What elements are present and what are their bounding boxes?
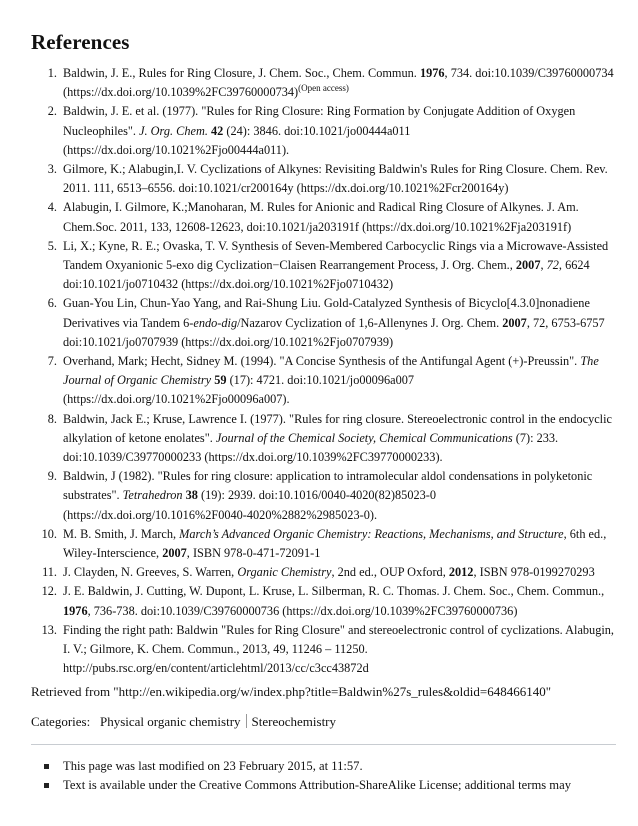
ref-text: I. V.; Gilmore, K. Chem. Commun., 2013, 49, 11246 – 11250. — [63, 642, 368, 657]
bullet-icon — [44, 783, 49, 788]
list-item — [47, 64, 638, 102]
footer-list — [31, 757, 638, 795]
footer-item-license — [63, 776, 638, 795]
ref-journal: Tetrahedron — [122, 488, 183, 503]
list-item — [47, 294, 638, 352]
ref-text: Wiley-Interscience, — [63, 546, 163, 561]
list-item-number: 6. — [47, 296, 57, 311]
ref-text: alkylation of ketone enolates". — [63, 430, 216, 445]
ref-text: Nucleophiles". — [63, 123, 140, 138]
list-item — [47, 237, 638, 295]
list-item-number: 13. — [41, 622, 57, 637]
ref-sep: , — [540, 258, 547, 273]
ref-year: 2012 — [448, 565, 474, 580]
list-item-number: 3. — [47, 162, 57, 177]
category-link-physical-organic-chemistry[interactable]: Physical organic chemistry — [99, 714, 241, 729]
ref-isbn-link[interactable]: , ISBN 978-0199270293 — [473, 565, 595, 580]
ref-volume: 38 — [185, 488, 198, 503]
ref-volume: 42 — [211, 123, 224, 138]
category-link-stereochemistry[interactable]: Stereochemistry — [251, 714, 337, 729]
references-list — [31, 64, 638, 679]
ref-doi-link[interactable]: (19): 2939. doi:10.1016/0040-4020(82)85023-0 — [197, 488, 437, 503]
open-access-note: (Open access) — [298, 83, 349, 94]
ref-url-link[interactable]: (https://dx.doi.org/10.1016%2F0040-4020%2882%2985023-0). — [63, 507, 378, 522]
ref-pages: , 6624 — [558, 258, 590, 273]
ref-isbn-link[interactable]: , ISBN 978-0-471-72091-1 — [186, 546, 321, 561]
list-item-number: 2. — [47, 104, 57, 119]
footer-item-last-modified — [63, 757, 638, 776]
ref-journal: The — [580, 354, 599, 369]
list-item — [41, 621, 638, 679]
ref-italic-term: endo-dig — [193, 315, 238, 330]
ref-text: Li, X.; Kyne, R. E.; Ovaska, T. V. Synthesis of Seven-Membered Carbocyclic Rings via a Microwave-Assisted — [63, 238, 609, 253]
categories-label: Categories: — [31, 714, 91, 729]
ref-doi-link[interactable]: 2011. 111, 6513–6556. doi:10.1021/cr200164y (https://dx.doi.org/10.1021%2Fcr200164y) — [63, 181, 509, 196]
ref-doi-link[interactable]: (24): 3846. doi:10.1021/jo00444a011 — [223, 123, 411, 138]
ref-year: 1976 — [419, 66, 445, 80]
ref-pages: , 72, 6753-6757 — [526, 315, 605, 330]
ref-url-link[interactable]: (https://dx.doi.org/10.1039%2FC39760000734) — [63, 85, 299, 100]
list-item — [47, 160, 638, 198]
list-item-number: 9. — [47, 469, 57, 484]
ref-text: , 6th ed., — [563, 526, 607, 541]
ref-text: J. E. Baldwin, J. Cutting, W. Dupont, L. Kruse, L. Silberman, R. C. Thomas. J. Chem. Soc., Chem. Commun., — [63, 584, 605, 599]
ref-pages: (7): 233. — [512, 430, 559, 445]
ref-doi-link[interactable]: doi:10.1039/C39770000233 (https://dx.doi.org/10.1039%2FC39770000233). — [63, 450, 443, 465]
footer-text: This page was last modified on 23 February 2015, at 11:57. — [63, 759, 363, 773]
ref-doi-link[interactable]: Chem.Soc. 2011, 133, 12608-12623, doi:10.1021/ja203191f (https://dx.doi.org/10.1021%2Fja203191f) — [63, 219, 572, 234]
ref-text: /Nazarov Cyclization of 1,6-Allenynes J. Org. Chem. — [237, 315, 503, 330]
ref-url-link[interactable]: (https://dx.doi.org/10.1021%2Fjo00096a007). — [63, 392, 290, 407]
ref-year: 2007 — [162, 546, 187, 561]
ref-journal: J. Org. Chem. — [139, 123, 208, 138]
ref-text: Derivatives via Tandem 6- — [63, 315, 194, 330]
ref-url-link[interactable]: http://pubs.rsc.org/en/content/articlehtml/2013/cc/c3cc43872d — [63, 661, 369, 676]
ref-text: Guan-You Lin, Chun-Yao Yang, and Rai-Shung Liu. Gold-Catalyzed Synthesis of Bicyclo[4.3.0]nonadiene — [63, 296, 590, 311]
footer-divider — [31, 744, 616, 745]
ref-book-title: Organic Chemistry — [237, 565, 332, 580]
ref-text: Baldwin, J. E., Rules for Ring Closure, J. Chem. Soc., Chem. Commun. — [63, 66, 420, 80]
ref-year: 2007 — [515, 258, 541, 273]
ref-journal: Journal of the Chemical Society, Chemical Communications — [215, 430, 513, 445]
ref-text: Overhand, Mark; Hecht, Sidney M. (1994). "A Concise Synthesis of the Antifungal Agent (+)-Preussin". — [63, 354, 581, 369]
ref-year: 2007 — [502, 315, 527, 330]
bullet-icon — [44, 764, 49, 769]
ref-text: Baldwin, J. E. et al. (1977). "Rules for Ring Closure: Ring Formation by Conjugate Addition of Oxygen — [63, 104, 576, 119]
list-item-number: 4. — [47, 200, 57, 215]
list-item — [41, 525, 638, 563]
ref-text: Finding the right path: Baldwin "Rules for Ring Closure" and stereoelectronic control of cyclizations. Alabugin, — [63, 622, 614, 637]
retrieved-from-text[interactable]: Retrieved from "http://en.wikipedia.org/w/index.php?title=Baldwin%27s_rules&oldid=648466140" — [31, 684, 552, 699]
ref-year: 1976 — [63, 603, 88, 618]
list-item-number: 5. — [47, 238, 57, 253]
references-heading: References — [31, 30, 130, 54]
ref-doi-link[interactable]: (17): 4721. doi:10.1021/jo00096a007 — [226, 373, 415, 388]
list-item-number: 7. — [47, 354, 57, 369]
ref-doi-link[interactable]: , 736-738. doi:10.1039/C39760000736 (https://dx.doi.org/10.1039%2FC39760000736) — [87, 603, 518, 618]
ref-text: Alabugin, I. Gilmore, K.;Manoharan, M. Rules for Anionic and Radical Ring Closure of Alkynes. J. Am. — [63, 200, 579, 215]
list-item — [41, 582, 638, 620]
ref-text: M. B. Smith, J. March, — [63, 526, 180, 541]
list-item — [42, 563, 638, 582]
list-item-number: 1. — [47, 66, 57, 80]
list-item-number: 10. — [41, 526, 57, 541]
list-item-number: 11. — [42, 565, 57, 580]
footer-text[interactable]: Text is available under the Creative Commons Attribution-ShareAlike License; additional terms may — [63, 778, 571, 792]
ref-volume: 59 — [214, 373, 227, 388]
ref-volume: 72 — [546, 258, 559, 273]
list-item — [47, 467, 638, 525]
ref-doi-link[interactable]: doi:10.1021/jo0710432 (https://dx.doi.org/10.1021%2Fjo0710432) — [63, 277, 394, 292]
ref-doi-link[interactable]: , 734. doi:10.1039/C39760000734 — [444, 66, 614, 80]
ref-text: substrates". — [63, 488, 123, 503]
ref-text: Baldwin, J (1982). "Rules for ring closure: application to intramolecular aldol condensations in polyketonic — [63, 469, 593, 484]
list-item-number: 8. — [47, 411, 57, 426]
ref-url-link[interactable]: (https://dx.doi.org/10.1021%2Fjo00444a011). — [63, 142, 290, 157]
ref-text: J. Clayden, N. Greeves, S. Warren, — [63, 565, 238, 580]
categories-bar — [31, 712, 616, 736]
ref-journal: Journal of Organic Chemistry — [63, 373, 212, 388]
ref-text: Gilmore, K.; Alabugin,I. V. Cyclizations of Alkynes: Revisiting Baldwin's Rules for Ring Closure. Chem. Rev. — [63, 162, 608, 177]
list-item — [47, 102, 638, 160]
list-item — [47, 198, 638, 236]
ref-doi-link[interactable]: doi:10.1021/jo0707939 (https://dx.doi.org/10.1021%2Fjo0707939) — [63, 334, 394, 349]
category-separator — [246, 714, 247, 728]
ref-text: Baldwin, Jack E.; Kruse, Lawrence I. (1977). "Rules for ring closure. Stereoelectronic control in the endocyclic — [63, 411, 612, 426]
list-item-number: 12. — [41, 584, 57, 599]
ref-text: Tandem Oxyanionic 5-exo dig Cyclization−Claisen Rearrangement Process, J. Org. Chem., — [63, 258, 516, 273]
list-item — [47, 410, 638, 468]
ref-text: , 2nd ed., OUP Oxford, — [331, 565, 449, 580]
ref-book-title: March’s Advanced Organic Chemistry: Reactions, Mechanisms, and Structure — [179, 526, 564, 541]
list-item — [47, 352, 638, 410]
